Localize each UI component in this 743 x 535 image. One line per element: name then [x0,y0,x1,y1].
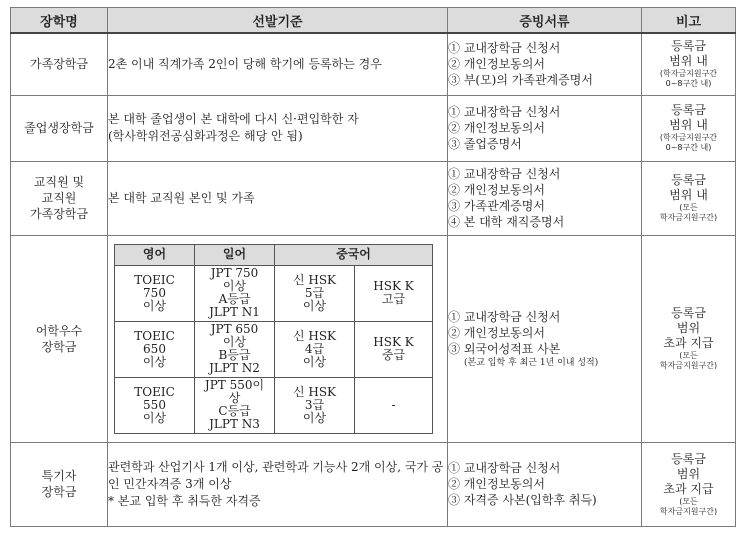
language-cell: TOEIC 750 이상 [115,265,195,321]
note-sub: (모든 학자금지원구간) [659,496,718,516]
language-cell: 신 HSK 5급 이상 [275,265,355,321]
language-cell: TOEIC 550 이상 [115,377,195,433]
language-cell: JPT 750 이상 A등급 JLPT N1 [195,265,275,321]
note-main: 등록금 범위 내 [669,173,708,202]
language-cell: HSK K 중급 [355,321,433,377]
header-docs: 증빙서류 [448,8,642,34]
header-note: 비고 [642,8,736,34]
note-main: 등록금 범위 초과 지급 [663,306,714,350]
language-header-japanese: 일어 [195,244,275,265]
criteria-text: 관련학과 산업기사 1개 이상, 관련학과 기능사 2개 이상, 국가 공인 민간자격증 3개 이상 * 본교 입학 후 취득한 자격증 [108,442,448,526]
doc-item: ① 교내장학금 신청서 [448,41,561,56]
language-cell: - [355,377,433,433]
doc-item: ③ 자격증 사본(입학후 취득) [448,493,597,507]
language-header-english: 영어 [115,244,195,265]
header-row [11,8,736,34]
criteria-text: 본 대학 졸업생이 본 대학에 다시 신·편입학한 자 (학사학위전공심화과정은 해당 안 됨) [108,95,448,161]
table-row [11,235,736,442]
language-score-table [114,244,433,434]
table-row [11,33,736,95]
scholarship-name: 어학우수 장학금 [11,235,108,442]
doc-note: (본교 입학 후 최근 1년 이내 성적) [464,357,599,368]
note-main: 등록금 범위 내 [669,39,708,69]
table-row [11,442,736,526]
language-cell: 신 HSK 3급 이상 [275,377,355,433]
note-sub: (학자금지원구간 0~8구간 내) [659,133,718,152]
scholarship-name: 특기자 장학금 [11,442,108,526]
doc-item: ② 개인정보동의서 [448,183,545,197]
doc-item: ① 교내장학금 신청서 [448,105,561,119]
criteria-cell [108,235,448,442]
doc-item: ② 개인정보동의서 [448,57,545,72]
doc-item: ② 개인정보동의서 [448,121,545,135]
language-cell: JPT 650 이상 B등급 JLPT N2 [195,321,275,377]
criteria-text: 본 대학 교직원 본인 및 가족 [108,161,448,235]
doc-item: ① 교내장학금 신청서 [448,167,561,181]
language-cell: HSK K 고급 [355,265,433,321]
doc-item: ③ 가족관계증명서 [448,199,545,213]
note-sub: (모든 학자금지원구간) [659,203,718,222]
table-row [11,161,736,235]
doc-item: ④ 본 대학 재직증명서 [448,215,565,229]
docs-cell [448,95,642,161]
scholarship-name: 교직원 및 교직원 가족장학금 [11,161,108,235]
note-main: 등록금 범위 초과 지급 [663,451,714,496]
note-cell [642,442,736,526]
scholarship-name: 졸업생장학금 [11,95,108,161]
scholarship-table [10,7,736,527]
docs-cell [448,33,642,95]
note-cell [642,33,736,95]
table-row [11,95,736,161]
header-criteria: 선발기준 [108,8,448,34]
language-cell: TOEIC 650 이상 [115,321,195,377]
docs-cell [448,161,642,235]
note-main: 등록금 범위 내 [669,103,708,132]
criteria-text: 2촌 이내 직계가족 2인이 당해 학기에 등록하는 경우 [108,33,448,95]
language-row [115,265,433,321]
note-cell [642,95,736,161]
scholarship-name: 가족장학금 [11,33,108,95]
header-name: 장학명 [11,8,108,34]
doc-item: ③ 부(모)의 가족관계증명서 [448,73,593,88]
language-row [115,321,433,377]
language-header-row [115,244,433,265]
language-row [115,377,433,433]
language-cell: 신 HSK 4급 이상 [275,321,355,377]
note-cell [642,161,736,235]
doc-item: ② 개인정보동의서 [448,325,545,340]
docs-cell [448,235,642,442]
doc-item: ③ 외국어성적표 사본 [448,341,561,356]
doc-item: ③ 졸업증명서 [448,137,522,151]
note-sub: (모든 학자금지원구간) [659,351,718,370]
language-cell: JPT 550이 상 C등급 JLPT N3 [195,377,275,433]
note-cell [642,235,736,442]
doc-item: ① 교내장학금 신청서 [448,309,561,324]
note-sub: (학자금지원구간 0~8구간 내) [659,69,718,89]
docs-cell [448,442,642,526]
doc-item: ① 교내장학금 신청서 [448,461,561,475]
doc-item: ② 개인정보동의서 [448,477,545,491]
language-header-chinese: 중국어 [275,244,433,265]
